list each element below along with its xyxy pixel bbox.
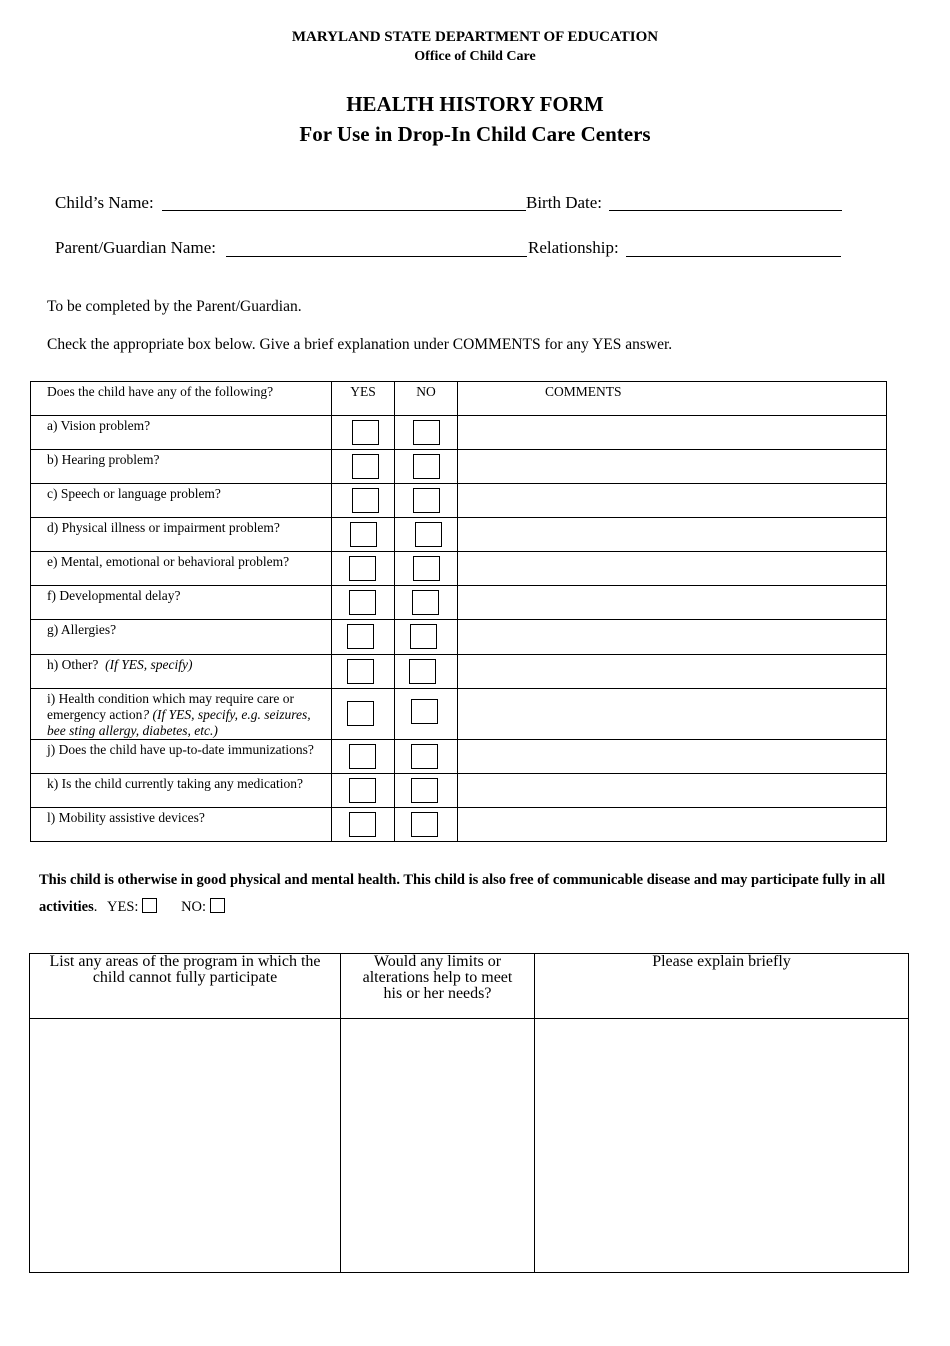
yes-checkbox[interactable] [350,522,377,547]
yes-checkbox[interactable] [349,744,376,769]
no-checkbox[interactable] [413,420,440,445]
relationship-field[interactable] [626,256,841,257]
table-row [31,416,887,450]
no-header: NO [395,382,458,416]
participation-areas-cell[interactable] [30,1019,341,1273]
participation-header-limits: Would any limits or alterations help to meet his or her needs? [341,954,535,1019]
question-text: f) Developmental delay? [31,586,332,620]
comment-cell[interactable] [458,552,887,586]
no-checkbox[interactable] [415,522,442,547]
instruction-2: Check the appropriate box below. Give a brief explanation under COMMENTS for any YES answer. [47,336,673,353]
question-header: Does the child have any of the following? [31,382,332,416]
parent-name-label: Parent/Guardian Name: [55,238,216,257]
comments-header: COMMENTS [458,382,887,416]
table-row [31,774,887,808]
question-text: k) Is the child currently taking any medication? [31,774,332,808]
instruction-1: To be completed by the Parent/Guardian. [47,298,302,315]
question-text: l) Mobility assistive devices? [31,808,332,842]
no-checkbox[interactable] [411,778,438,803]
child-name-label: Child’s Name: [55,193,154,212]
participation-explain-cell[interactable] [535,1019,909,1273]
yes-checkbox[interactable] [347,624,374,649]
comment-cell[interactable] [458,450,887,484]
yes-checkbox[interactable] [352,454,379,479]
no-checkbox[interactable] [411,812,438,837]
statement-no-label: NO: [181,899,207,915]
parent-name-field[interactable] [226,256,527,257]
birth-date-field[interactable] [609,210,842,211]
yes-checkbox[interactable] [352,488,379,513]
yes-checkbox[interactable] [349,556,376,581]
no-checkbox[interactable] [411,744,438,769]
comment-cell[interactable] [458,689,887,740]
table-row [31,552,887,586]
statement-text: This child is otherwise in good physical and mental health. This child is also free of communicable disease and may participate fully in all activities [39,872,886,915]
no-checkbox[interactable] [411,699,438,724]
yes-checkbox[interactable] [349,778,376,803]
table-row [31,620,887,655]
relationship-label: Relationship: [528,238,619,257]
child-name-field[interactable] [162,210,526,211]
yes-header: YES [332,382,395,416]
comment-cell[interactable] [458,586,887,620]
participation-header-explain: Please explain briefly [535,954,909,1019]
participation-limits-cell[interactable] [341,1019,535,1273]
no-checkbox[interactable] [413,488,440,513]
question-label: i) Health condition which may require care or emergency action [47,691,295,722]
statement-no-checkbox[interactable] [210,898,225,913]
question-text [31,689,332,740]
question-text: j) Does the child have up-to-date immunizations? [31,740,332,774]
agency-title: MARYLAND STATE DEPARTMENT OF EDUCATION [291,29,659,45]
yes-checkbox[interactable] [347,659,374,684]
table-row [31,450,887,484]
table-row [31,484,887,518]
yes-checkbox[interactable] [349,590,376,615]
statement-period: . [93,899,98,915]
comment-cell[interactable] [458,655,887,689]
question-note: (If YES, specify) [105,657,193,672]
table-row [31,689,887,740]
participation-header-areas: List any areas of the program in which the child cannot fully participate [30,954,341,1019]
comment-cell[interactable] [458,518,887,552]
form-subtitle: For Use in Drop-In Child Care Centers [299,122,651,146]
no-checkbox[interactable] [413,556,440,581]
yes-checkbox[interactable] [347,701,374,726]
question-note: ? (If YES, specify, e.g. seizures, bee sting allergy, diabetes, etc.) [47,707,311,738]
form-title: HEALTH HISTORY FORM [346,92,604,116]
table-row [31,518,887,552]
no-checkbox[interactable] [412,590,439,615]
statement-yes-checkbox[interactable] [142,898,157,913]
question-label: h) Other? [47,657,99,672]
comment-cell[interactable] [458,774,887,808]
question-text: c) Speech or language problem? [31,484,332,518]
office-title: Office of Child Care [414,49,536,64]
question-text: g) Allergies? [31,620,332,655]
question-text: d) Physical illness or impairment problem? [31,518,332,552]
no-checkbox[interactable] [409,659,436,684]
yes-checkbox[interactable] [352,420,379,445]
table-row [31,586,887,620]
question-text: a) Vision problem? [31,416,332,450]
health-question-table [30,381,887,842]
yes-checkbox[interactable] [349,812,376,837]
birth-date-label: Birth Date: [526,193,603,212]
participation-table [29,953,909,1273]
comment-cell[interactable] [458,620,887,655]
question-text [31,655,332,689]
table-row [31,808,887,842]
no-checkbox[interactable] [410,624,437,649]
comment-cell[interactable] [458,484,887,518]
table-row [31,740,887,774]
statement-yes-label: YES: [107,899,139,915]
health-statement [39,867,919,921]
table-row [31,655,887,689]
comment-cell[interactable] [458,808,887,842]
question-text: e) Mental, emotional or behavioral problem? [31,552,332,586]
question-text: b) Hearing problem? [31,450,332,484]
no-checkbox[interactable] [413,454,440,479]
comment-cell[interactable] [458,416,887,450]
comment-cell[interactable] [458,740,887,774]
